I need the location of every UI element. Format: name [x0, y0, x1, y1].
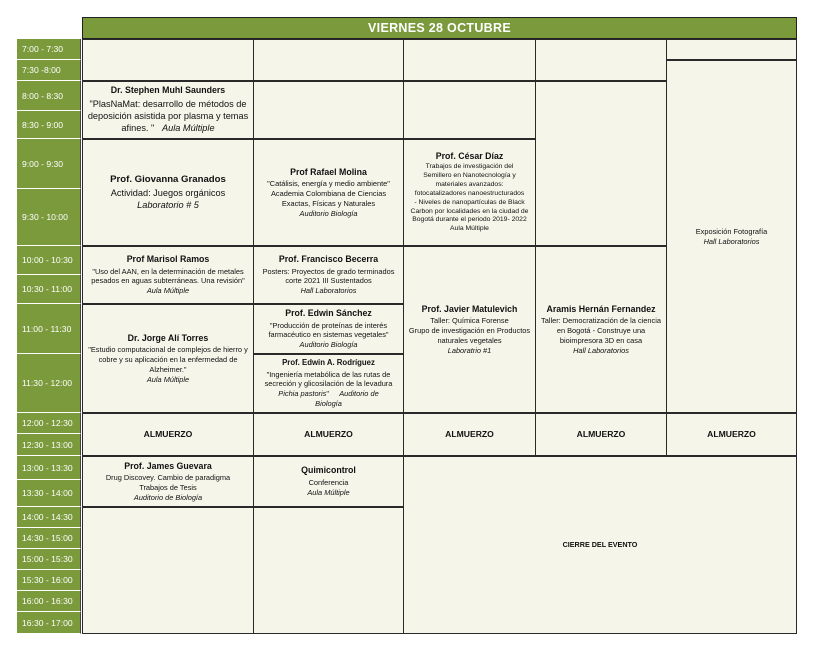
event-room: Auditorio de Biología [133, 492, 203, 502]
event-desc: - Niveles de nanopartículas de Black [414, 198, 525, 206]
event-desc: secreción y glicosilación de la levadura [264, 379, 393, 389]
lunch-label: ALMUERZO [707, 428, 756, 439]
lunch-label: ALMUERZO [304, 428, 353, 439]
event-desc: "PlasNaMat: desarrollo de métodos de [89, 99, 247, 110]
lunch-label: ALMUERZO [445, 428, 494, 439]
empty-slot [253, 39, 404, 81]
event-title: Prof Rafael Molina [290, 166, 367, 177]
event-desc: materiales avanzados: [435, 181, 504, 189]
event-cierre [403, 456, 797, 634]
time-slot: 13:00 - 13:30 [17, 456, 81, 480]
event-desc: Semillero en Nanotecnología y [423, 172, 516, 180]
event-desc: bioimpresora 3D en casa [559, 335, 643, 345]
empty-slot [253, 507, 404, 634]
empty-slot [253, 81, 404, 139]
event-desc: deposición asistida por plasma y temas [87, 111, 249, 122]
event-species: Pichia pastoris [278, 389, 327, 399]
event-title: Prof. César Díaz [435, 150, 504, 161]
time-slot: 14:00 - 14:30 [17, 507, 81, 528]
event-title: Prof. James Guevara [124, 460, 212, 471]
time-slot: 16:00 - 16:30 [17, 591, 81, 612]
event-title: Prof. Francisco Becerra [278, 254, 379, 265]
empty-slot [82, 39, 254, 81]
event-desc: Taller: Democratización de la ciencia [541, 316, 661, 326]
event-quimicontrol [253, 456, 404, 507]
lunch-label: ALMUERZO [576, 428, 626, 439]
event-title: CIERRE DEL EVENTO [562, 540, 638, 550]
event-ramos [82, 246, 254, 304]
time-slot: 9:00 - 9:30 [17, 139, 81, 189]
time-slot: 9:30 - 10:00 [17, 189, 81, 246]
time-slot: 16:30 - 17:00 [17, 612, 81, 634]
event-room: Hall Laboratorios [703, 236, 760, 246]
lunch-cell [403, 413, 536, 456]
lunch-cell [82, 413, 254, 456]
event-room: Aula Múltiple [146, 286, 190, 296]
event-desc-tail: afines. " [121, 123, 155, 134]
event-desc: "Producción de proteínas de interés [269, 320, 388, 330]
lunch-cell [535, 413, 667, 456]
event-room: Aula Múltiple [161, 123, 215, 134]
empty-slot [403, 39, 536, 81]
event-foto [666, 60, 797, 413]
empty-slot [666, 39, 797, 60]
time-slot: 8:00 - 8:30 [17, 81, 81, 111]
event-desc: Academia Colombiana de Ciencias [270, 189, 387, 199]
event-desc: cobre y su aplicación en la enfermedad de [98, 355, 238, 365]
time-slot: 12:30 - 13:00 [17, 434, 81, 456]
event-room: Laboratrio #1 [447, 345, 492, 355]
event-title: Prof. Javier Matulevich [421, 303, 518, 314]
time-slot: 8:30 - 9:00 [17, 111, 81, 139]
empty-slot [535, 39, 667, 81]
event-desc: Posters: Proyectos de grado terminados [262, 266, 395, 276]
time-slot: 7:30 -8:00 [17, 60, 81, 81]
event-desc: "Estudio computacional de complejos de hierro y [88, 345, 248, 355]
lunch-cell [666, 413, 797, 456]
event-torres [82, 304, 254, 413]
event-room: Hall Laboratorios [573, 345, 629, 355]
lunch-cell [253, 413, 404, 456]
time-slot: 11:00 - 11:30 [17, 304, 81, 354]
event-desc: Grupo de investigación en Productos [408, 326, 531, 336]
event-desc: "Uso del AAN, en la determinación de metales [92, 266, 244, 276]
event-title: Quimicontrol [301, 465, 356, 476]
event-title: Aramis Hernán Fernandez [546, 303, 656, 314]
event-desc: farmacéutico en sistemas vegetales" [268, 330, 389, 340]
time-slot: 7:00 - 7:30 [17, 39, 81, 60]
event-desc: corte 2021 III Sustentados [285, 276, 372, 286]
event-desc: pesados en aguas subterráneas. Una revisión" [91, 276, 245, 286]
event-desc: Drug Discovey. Cambio de paradigma [105, 473, 231, 483]
event-desc: Aula Múltiple [450, 225, 489, 233]
time-slot: 15:00 - 15:30 [17, 549, 81, 570]
event-matulevich [403, 246, 536, 413]
event-room: Hall Laboratorios [300, 286, 357, 296]
event-room: Auditorio Biología [299, 340, 358, 350]
time-slot: 14:30 - 15:00 [17, 528, 81, 549]
event-title: Prof Marisol Ramos [126, 254, 210, 265]
event-room: Laboratorio # 5 [137, 200, 199, 211]
event-desc: Bogotá durante el periodo 2019- 2022 [412, 216, 527, 224]
event-sanchez [253, 304, 404, 354]
event-title: Dr. Stephen Muhl Saunders [110, 85, 226, 96]
event-desc [121, 122, 214, 134]
time-slot: 10:30 - 11:00 [17, 275, 81, 304]
event-title: Prof. Giovanna Granados [110, 173, 226, 185]
event-desc: Conferencia [308, 478, 349, 488]
event-desc: Pichia pastoris" Auditorio de [278, 389, 379, 399]
event-title: Exposición Fotografía [695, 226, 768, 236]
event-desc: Actividad: Juegos orgánicos [110, 188, 226, 199]
event-muhl [82, 81, 254, 139]
day-header: VIERNES 28 OCTUBRE [82, 17, 797, 39]
event-desc: fotocatalizadores nanoestructurados [414, 189, 525, 197]
event-room: Biología [315, 398, 342, 408]
time-slot: 15:30 - 16:00 [17, 570, 81, 591]
event-molina [253, 139, 404, 246]
event-room: Aula Múltiple [307, 487, 350, 497]
event-desc: "Catálisis, energía y medio ambiente" [267, 179, 390, 189]
event-room: Auditorio de [339, 389, 379, 399]
event-title: Prof. Edwin A. Rodríguez [282, 358, 375, 368]
event-desc: Trabajos de investigación del [425, 163, 514, 171]
event-room: Aula Múltiple [146, 374, 190, 384]
event-desc: en Bogotá - Construye una [556, 326, 646, 336]
empty-slot [82, 507, 254, 634]
event-title: Dr. Jorge Alí Torres [127, 332, 209, 343]
event-desc: Alzheimer." [149, 364, 187, 374]
time-slot: 13:30 - 14:00 [17, 480, 81, 507]
event-fernandez [535, 246, 667, 413]
event-room: Auditorio Biología [299, 208, 358, 218]
time-slot: 12:00 - 12:30 [17, 413, 81, 434]
event-diaz [403, 139, 536, 246]
event-guevara [82, 456, 254, 507]
empty-slot [535, 81, 667, 246]
event-desc: Taller: Química Forense [430, 316, 509, 326]
lunch-label: ALMUERZO [143, 428, 193, 439]
event-desc: "Ingeniería metabólica de las rutas de [266, 369, 391, 379]
event-becerra [253, 246, 404, 304]
event-desc: Trabajos de Tesis [139, 482, 197, 492]
event-desc: naturales vegetales [437, 335, 502, 345]
event-rodriguez [253, 354, 404, 413]
time-slot: 11:30 - 12:00 [17, 354, 81, 413]
empty-slot [403, 81, 536, 139]
event-granados [82, 139, 254, 246]
time-slot: 10:00 - 10:30 [17, 246, 81, 275]
event-title: Prof. Edwin Sánchez [285, 308, 372, 319]
event-desc: Carbon por localidades en la ciudad de [410, 207, 529, 215]
event-desc: Exactas, Físicas y Naturales [281, 198, 376, 208]
